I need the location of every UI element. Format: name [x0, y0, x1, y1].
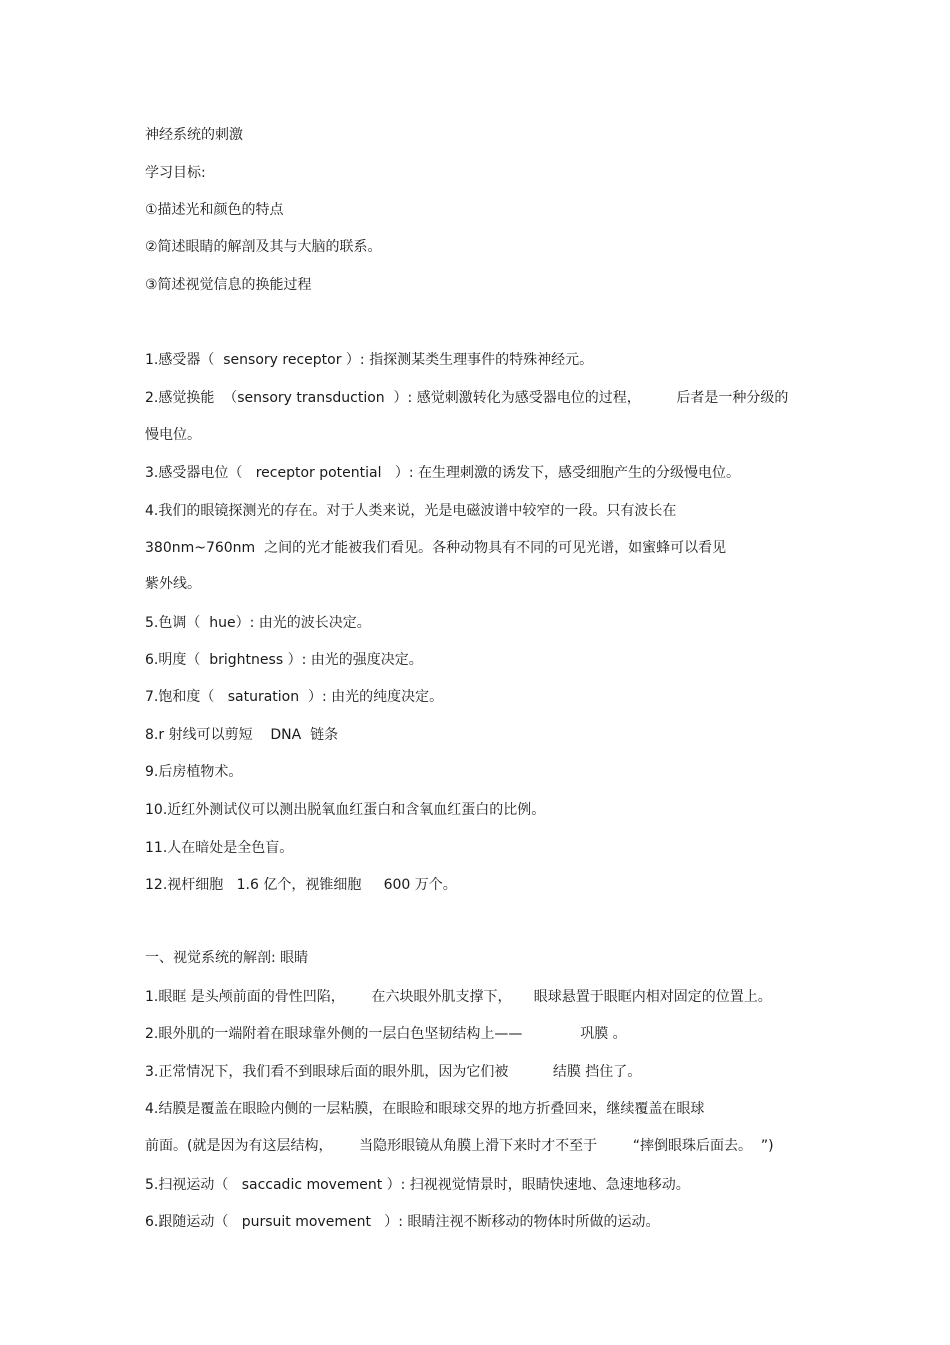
definition-item: 10.近红外测试仪可以测出脱氧血红蛋白和含氧血红蛋白的比例。	[145, 802, 546, 818]
section-item: 6.跟随运动（ pursuit movement ）: 眼睛注视不断移动的物体时所做的运动。	[145, 1214, 660, 1230]
definition-item: 12.视杆细胞 1.6 亿个，视锥细胞 600 万个。	[145, 877, 457, 893]
definition-item: 1.感受器（ sensory receptor ）: 指探测某类生理事件的特殊神经元。	[145, 352, 594, 368]
objective-item: ②简述眼睛的解剖及其与大脑的联系。	[145, 239, 382, 255]
section-item: 4.结膜是覆盖在眼睑内侧的一层粘膜，在眼睑和眼球交界的地方折叠回来，继续覆盖在眼球	[145, 1101, 705, 1117]
objectives-heading: 学习目标:	[145, 165, 206, 181]
section-item: 1.眼眶 是头颅前面的骨性凹陷， 在六块眼外肌支撑下， 眼球悬置于眼眶内相对固定的位置上。	[145, 989, 772, 1005]
definition-item: 7.饱和度（ saturation ）: 由光的纯度决定。	[145, 689, 444, 705]
objective-item: ①描述光和颜色的特点	[145, 202, 284, 218]
definition-item: 8.r 射线可以剪短 DNA 链条	[145, 727, 339, 743]
section-item-continuation: 前面。(就是因为有这层结构， 当隐形眼镜从角膜上滑下来时才不至于 “摔倒眼珠后面去。 ”)	[145, 1138, 774, 1154]
section-item: 2.眼外肌的一端附着在眼球靠外侧的一层白色坚韧结构上—— 巩膜 。	[145, 1026, 627, 1042]
definition-item: 6.明度（ brightness ）: 由光的强度决定。	[145, 652, 423, 668]
objective-item: ③简述视觉信息的换能过程	[145, 277, 312, 293]
definition-item: 3.感受器电位（ receptor potential ）: 在生理刺激的诱发下，感受细胞产生的分级慢电位。	[145, 465, 741, 481]
definition-item-continuation: 慢电位。	[145, 427, 201, 443]
section-item: 3.正常情况下，我们看不到眼球后面的眼外肌，因为它们被 结膜 挡住了。	[145, 1064, 642, 1080]
document-title: 神经系统的刺激	[145, 127, 243, 143]
definition-item: 4.我们的眼镜探测光的存在。对于人类来说，光是电磁波谱中较窄的一段。只有波长在	[145, 503, 677, 519]
section-heading: 一、视觉系统的解剖: 眼睛	[145, 950, 309, 966]
definition-item: 5.色调（ hue）: 由光的波长决定。	[145, 615, 371, 631]
definition-item: 9.后房植物术。	[145, 764, 243, 780]
definition-item: 2.感觉换能 （sensory transduction ）: 感觉刺激转化为感受器电位的过程， 后者是一种分级的	[145, 390, 789, 406]
definition-item-continuation: 紫外线。	[145, 576, 201, 592]
definition-item: 11.人在暗处是全色盲。	[145, 840, 294, 856]
definition-item-continuation: 380nm~760nm 之间的光才能被我们看见。各种动物具有不同的可见光谱，如蜜蜂可以看见	[145, 540, 727, 556]
section-item: 5.扫视运动（ saccadic movement ）: 扫视视觉情景时，眼睛快速地、急速地移动。	[145, 1177, 690, 1193]
